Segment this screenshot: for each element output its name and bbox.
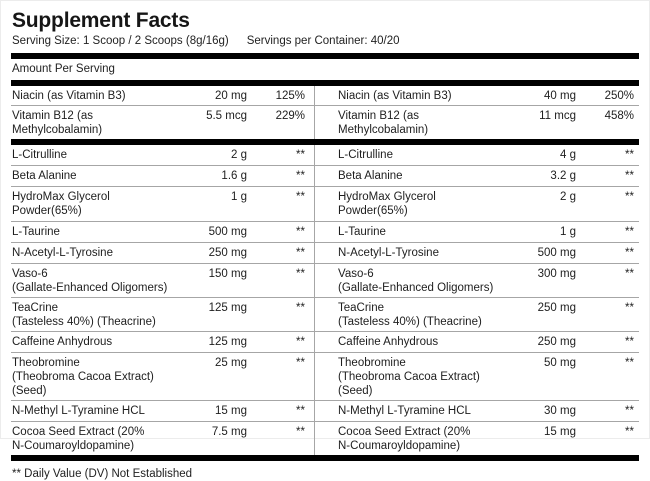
ingredient-row-right-cell — [314, 298, 639, 331]
ingredient-amount: 2 g — [560, 191, 576, 203]
ingredient-daily-value: ** — [625, 405, 634, 417]
ingredient-name: L-Taurine — [12, 226, 60, 238]
ingredient-amount: 5.5 mcg — [206, 110, 247, 122]
ingredient-daily-value: ** — [625, 336, 634, 348]
ingredient-amount: 1 g — [560, 226, 576, 238]
ingredient-amount: 20 mg — [215, 90, 247, 102]
ingredient-name: HydroMax Glycerol Powder(65%) — [338, 191, 436, 217]
ingredient-amount: 3.2 g — [550, 170, 576, 182]
vitamin-rows-section — [11, 86, 639, 139]
ingredient-amount: 1 g — [231, 191, 247, 203]
ingredient-amount: 25 mg — [215, 357, 247, 369]
vitamin-row-left-cell — [11, 106, 314, 139]
ingredient-daily-value: ** — [625, 226, 634, 238]
ingredient-daily-value: ** — [625, 191, 634, 203]
ingredient-daily-value: ** — [296, 170, 305, 182]
ingredient-name: Caffeine Anhydrous — [12, 336, 113, 348]
ingredient-name: Vaso-6 (Gallate-Enhanced Oligomers) — [12, 268, 168, 294]
ingredient-daily-value: ** — [625, 357, 634, 369]
serving-size-text: Serving Size: 1 Scoop / 2 Scoops (8g/16g) — [12, 35, 229, 47]
daily-value-footnote: ** Daily Value (DV) Not Established — [12, 468, 193, 480]
ingredient-amount: 11 mcg — [539, 110, 576, 122]
ingredient-row — [11, 222, 639, 243]
ingredient-row — [11, 187, 639, 222]
vitamin-row-right-cell — [314, 86, 639, 105]
ingredient-name: TeaCrine (Tasteless 40%) (Theacrine) — [12, 302, 156, 328]
ingredient-row-left-cell — [11, 298, 314, 331]
ingredient-daily-value: 250% — [604, 90, 634, 102]
ingredient-name: N-Acetyl-L-Tyrosine — [338, 247, 439, 259]
ingredient-name: Beta Alanine — [338, 170, 403, 182]
label-title: Supplement Facts — [12, 9, 190, 32]
ingredient-row — [11, 243, 639, 264]
ingredient-amount: 40 mg — [544, 90, 576, 102]
ingredient-row-right-cell — [314, 187, 639, 221]
ingredient-name: Caffeine Anhydrous — [338, 336, 439, 348]
ingredient-name: Vitamin B12 (as Methylcobalamin) — [338, 110, 429, 136]
ingredient-name: Vitamin B12 (as Methylcobalamin) — [12, 110, 103, 136]
ingredient-daily-value: ** — [296, 247, 305, 259]
ingredient-row — [11, 401, 639, 422]
ingredient-row-left-cell — [11, 222, 314, 242]
ingredient-name: L-Citrulline — [12, 149, 67, 161]
ingredient-daily-value: 125% — [275, 90, 305, 102]
ingredient-row-right-cell — [314, 145, 639, 165]
ingredient-name: N-Methyl L-Tyramine HCL — [12, 405, 145, 417]
ingredient-row-left-cell — [11, 166, 314, 186]
ingredient-amount: 500 mg — [208, 226, 247, 238]
ingredient-amount: 50 mg — [544, 357, 576, 369]
ingredient-row — [11, 264, 639, 298]
ingredient-name: Theobromine (Theobroma Cacoa Extract) (Seed) — [12, 357, 154, 397]
ingredient-row-right-cell — [314, 401, 639, 421]
ingredient-daily-value: ** — [625, 170, 634, 182]
ingredient-name: L-Citrulline — [338, 149, 393, 161]
serving-info — [12, 34, 639, 48]
ingredient-row-left-cell — [11, 401, 314, 421]
ingredient-row-left-cell — [11, 353, 314, 400]
ingredient-daily-value: ** — [296, 268, 305, 280]
ingredient-daily-value: ** — [296, 405, 305, 417]
ingredient-amount: 15 mg — [544, 426, 576, 438]
ingredient-daily-value: ** — [625, 426, 634, 438]
ingredient-row-right-cell — [314, 166, 639, 186]
ingredient-amount: 125 mg — [208, 302, 247, 314]
ingredient-row — [11, 422, 639, 455]
ingredient-amount: 1.6 g — [221, 170, 247, 182]
ingredient-row-right-cell — [314, 222, 639, 242]
ingredient-daily-value: ** — [625, 268, 634, 280]
ingredient-daily-value: ** — [296, 191, 305, 203]
ingredient-amount: 250 mg — [537, 302, 576, 314]
ingredient-daily-value: ** — [296, 149, 305, 161]
vitamin-row-right-cell — [314, 106, 639, 139]
vitamin-row-left-cell — [11, 86, 314, 105]
ingredient-name: Cocoa Seed Extract (20% N-Coumaroyldopamine) — [12, 426, 145, 452]
ingredient-amount: 300 mg — [537, 268, 576, 280]
ingredient-rows-section — [11, 145, 639, 455]
ingredient-row — [11, 166, 639, 187]
ingredient-name: Vaso-6 (Gallate-Enhanced Oligomers) — [338, 268, 494, 294]
ingredient-name: HydroMax Glycerol Powder(65%) — [12, 191, 110, 217]
ingredient-amount: 2 g — [231, 149, 247, 161]
ingredient-amount: 500 mg — [537, 247, 576, 259]
ingredient-name: Theobromine (Theobroma Cacoa Extract) (Seed) — [338, 357, 480, 397]
ingredient-daily-value: 458% — [604, 110, 634, 122]
ingredient-row-left-cell — [11, 422, 314, 455]
ingredient-name: TeaCrine (Tasteless 40%) (Theacrine) — [338, 302, 482, 328]
ingredient-row — [11, 332, 639, 353]
vitamin-row — [11, 86, 639, 106]
ingredient-name: L-Taurine — [338, 226, 386, 238]
ingredient-daily-value: ** — [296, 426, 305, 438]
ingredient-row-left-cell — [11, 264, 314, 297]
ingredient-row-right-cell — [314, 243, 639, 263]
ingredient-row-right-cell — [314, 332, 639, 352]
ingredient-amount: 150 mg — [208, 268, 247, 280]
ingredient-amount: 250 mg — [537, 336, 576, 348]
ingredient-row — [11, 353, 639, 401]
ingredient-row-left-cell — [11, 243, 314, 263]
ingredient-row — [11, 298, 639, 332]
ingredient-daily-value: ** — [296, 336, 305, 348]
ingredient-daily-value: 229% — [275, 110, 305, 122]
ingredient-row — [11, 145, 639, 166]
ingredient-name: Niacin (as Vitamin B3) — [12, 90, 126, 102]
ingredient-amount: 250 mg — [208, 247, 247, 259]
servings-per-container-text: Servings per Container: 40/20 — [246, 35, 400, 47]
ingredient-row-left-cell — [11, 187, 314, 221]
ingredient-row-left-cell — [11, 332, 314, 352]
ingredient-name: Cocoa Seed Extract (20% N-Coumaroyldopamine) — [338, 426, 471, 452]
ingredient-amount: 7.5 mg — [211, 426, 247, 438]
ingredient-name: Beta Alanine — [12, 170, 77, 182]
ingredient-row-right-cell — [314, 422, 639, 455]
ingredient-daily-value: ** — [625, 247, 634, 259]
vitamin-row — [11, 106, 639, 139]
ingredient-amount: 15 mg — [215, 405, 247, 417]
ingredient-daily-value: ** — [296, 226, 305, 238]
ingredient-row-right-cell — [314, 353, 639, 400]
amount-per-serving-label: Amount Per Serving — [12, 63, 115, 75]
ingredient-name: N-Acetyl-L-Tyrosine — [12, 247, 113, 259]
ingredient-row-right-cell — [314, 264, 639, 297]
ingredient-name: Niacin (as Vitamin B3) — [338, 90, 452, 102]
ingredient-daily-value: ** — [625, 302, 634, 314]
ingredient-amount: 4 g — [560, 149, 576, 161]
ingredient-daily-value: ** — [625, 149, 634, 161]
ingredient-row-left-cell — [11, 145, 314, 165]
ingredient-daily-value: ** — [296, 357, 305, 369]
ingredient-amount: 30 mg — [544, 405, 576, 417]
ingredient-amount: 125 mg — [208, 336, 247, 348]
ingredient-name: N-Methyl L-Tyramine HCL — [338, 405, 471, 417]
ingredient-daily-value: ** — [296, 302, 305, 314]
